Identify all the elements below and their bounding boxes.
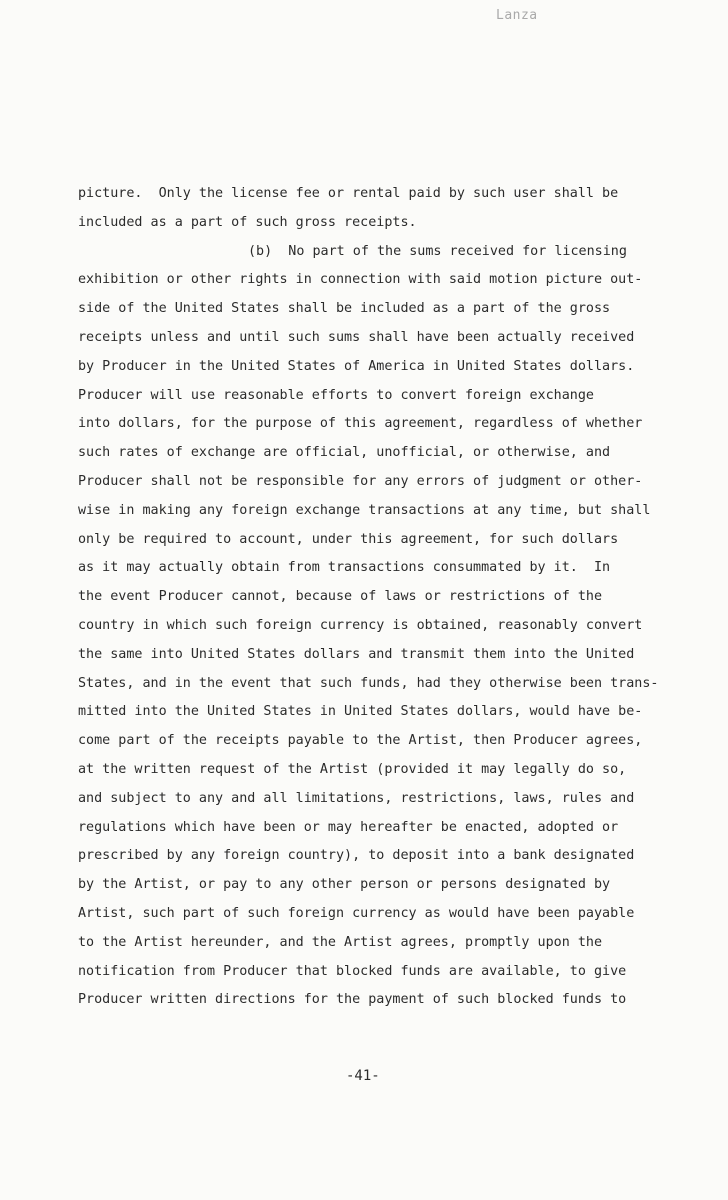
text-line: by the Artist, or pay to any other person or persons designated by xyxy=(78,877,611,893)
body-text xyxy=(78,180,698,1015)
text-line: Artist, such part of such foreign currency as would have been payable xyxy=(78,905,635,921)
subsection-b-line: (b) No part of the sums received for licensing xyxy=(248,243,627,259)
text-line: by Producer in the United States of America in United States dollars. xyxy=(78,358,635,374)
text-line: wise in making any foreign exchange transactions at any time, but shall xyxy=(78,502,651,518)
text-line: and subject to any and all limitations, restrictions, laws, rules and xyxy=(78,790,635,806)
text-line: side of the United States shall be included as a part of the gross xyxy=(78,301,611,317)
text-line: only be required to account, under this agreement, for such dollars xyxy=(78,531,619,547)
text-line: included as a part of such gross receipts. xyxy=(78,214,417,230)
text-line: Producer will use reasonable efforts to convert foreign exchange xyxy=(78,387,594,403)
text-line: such rates of exchange are official, unofficial, or otherwise, and xyxy=(78,445,611,461)
text-line: Producer written directions for the payment of such blocked funds to xyxy=(78,992,627,1008)
text-line: picture. Only the license fee or rental paid by such user shall be xyxy=(78,186,619,201)
text-line: country in which such foreign currency is obtained, reasonably convert xyxy=(78,617,643,633)
text-line: notification from Producer that blocked funds are available, to give xyxy=(78,963,627,979)
text-line: Producer shall not be responsible for any errors of judgment or other- xyxy=(78,473,643,489)
text-line: into dollars, for the purpose of this agreement, regardless of whether xyxy=(78,416,643,432)
text-line: the same into United States dollars and transmit them into the United xyxy=(78,646,635,662)
text-line: receipts unless and until such sums shall have been actually received xyxy=(78,329,635,345)
page-number: -41- xyxy=(346,1068,380,1084)
text-line: at the written request of the Artist (provided it may legally do so, xyxy=(78,761,627,777)
header-mark: Lanza xyxy=(496,8,538,23)
text-line: prescribed by any foreign country), to deposit into a bank designated xyxy=(78,848,635,864)
text-line: States, and in the event that such funds, had they otherwise been trans- xyxy=(78,675,659,691)
text-line: to the Artist hereunder, and the Artist agrees, promptly upon the xyxy=(78,934,603,950)
text-line: the event Producer cannot, because of laws or restrictions of the xyxy=(78,589,603,605)
text-line: as it may actually obtain from transactions consummated by it. In xyxy=(78,560,611,576)
text-line: mitted into the United States in United States dollars, would have be- xyxy=(78,704,643,720)
text-line: exhibition or other rights in connection with said motion picture out- xyxy=(78,272,643,288)
text-line: regulations which have been or may hereafter be enacted, adopted or xyxy=(78,819,619,835)
text-line: come part of the receipts payable to the Artist, then Producer agrees, xyxy=(78,733,643,749)
